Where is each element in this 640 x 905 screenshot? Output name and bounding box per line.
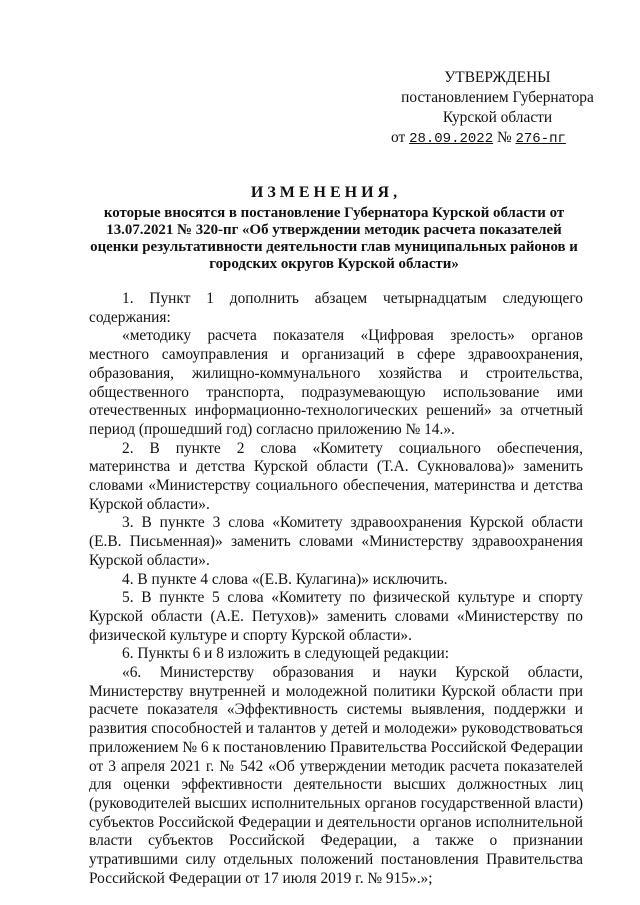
- paragraph-6: 5. В пункте 5 слова «Комитету по физической культуре и спорту Курской области (А.Е. Петухов)» заменить словами «Министерству по физической культуре и спорту Курской области».: [89, 589, 583, 644]
- approval-heading: УТВЕРЖДЕНЫ: [444, 69, 551, 86]
- approval-date: 28.09.2022: [409, 131, 494, 147]
- approval-stamp: [385, 68, 610, 149]
- paragraph-8: «6. Министерству образования и науки Курской области, Министерству внутренней и молодежной политики Курской области при расчете показателя «Эффективность системы выявления, поддержки и развития способностей и талантов у детей и молодежи» руководствоваться приложением № 6 к постановлению Правительства Российской Федерации от 3 апреля 2021 г. № 542 «Об утверждении методик расчета показателей для оценки эффективности деятельности высших должностных лиц (руководителей высших исполнительных органов государственной власти) субъектов Российской Федерации и деятельности органов исполнительной власти субъектов Российской Федерации, а также о признании утратившими силу отдельных положений постановления Правительства Российской Федерации от 17 июля 2019 г. № 915».»;: [89, 664, 584, 887]
- approval-line-1: постановлением Губернатора: [401, 89, 594, 106]
- from-label: от: [391, 129, 406, 146]
- approval-date-number: [385, 128, 610, 149]
- paragraph-2: «методику расчета показателя «Цифровая зрелость» органов местного самоуправления и организаций в сфере здравоохранения, образования, жилищно-коммунального хозяйства и строительства, общественного транспорта, подразумевающую использование ими отечественных информационно-технологических решений» за отчетный период (прошедший год) согласно приложению № 14.».: [89, 327, 583, 438]
- paragraph-3: 2. В пункте 2 слова «Комитету социального обеспечения, материнства и детства Курской области (Т.А. Сукновалова)» заменить словами «Министерству социального обеспечения, материнства и детства Курской области».: [89, 439, 583, 513]
- document-body: [89, 290, 583, 889]
- approval-number: 276-пг: [515, 131, 566, 147]
- approval-line-2: Курской области: [442, 109, 553, 126]
- paragraph-5: 4. В пункте 4 слова «(Е.В. Кулагина)» исключить.: [122, 570, 448, 588]
- paragraph-1: 1. Пункт 1 дополнить абзацем четырнадцатым следующего содержания:: [89, 290, 583, 326]
- number-label: №: [496, 129, 512, 146]
- paragraph-7: 6. Пункты 6 и 8 изложить в следующей редакции:: [122, 645, 450, 663]
- document-subtitle: которые вносятся в постановление Губернатора Курской области от 13.07.2021 № 320-пг «Об утверждении методик расчета показателей оценки результативности деятельности глав муниципальных районов и городских округов Курской области»: [90, 205, 578, 272]
- document-title: ИЗМЕНЕНИЯ,: [250, 184, 402, 201]
- paragraph-4: 3. В пункте 3 слова «Комитету здравоохранения Курской области (Е.В. Письменная)» заменить словами «Министерству здравоохранения Курской области».: [89, 514, 583, 569]
